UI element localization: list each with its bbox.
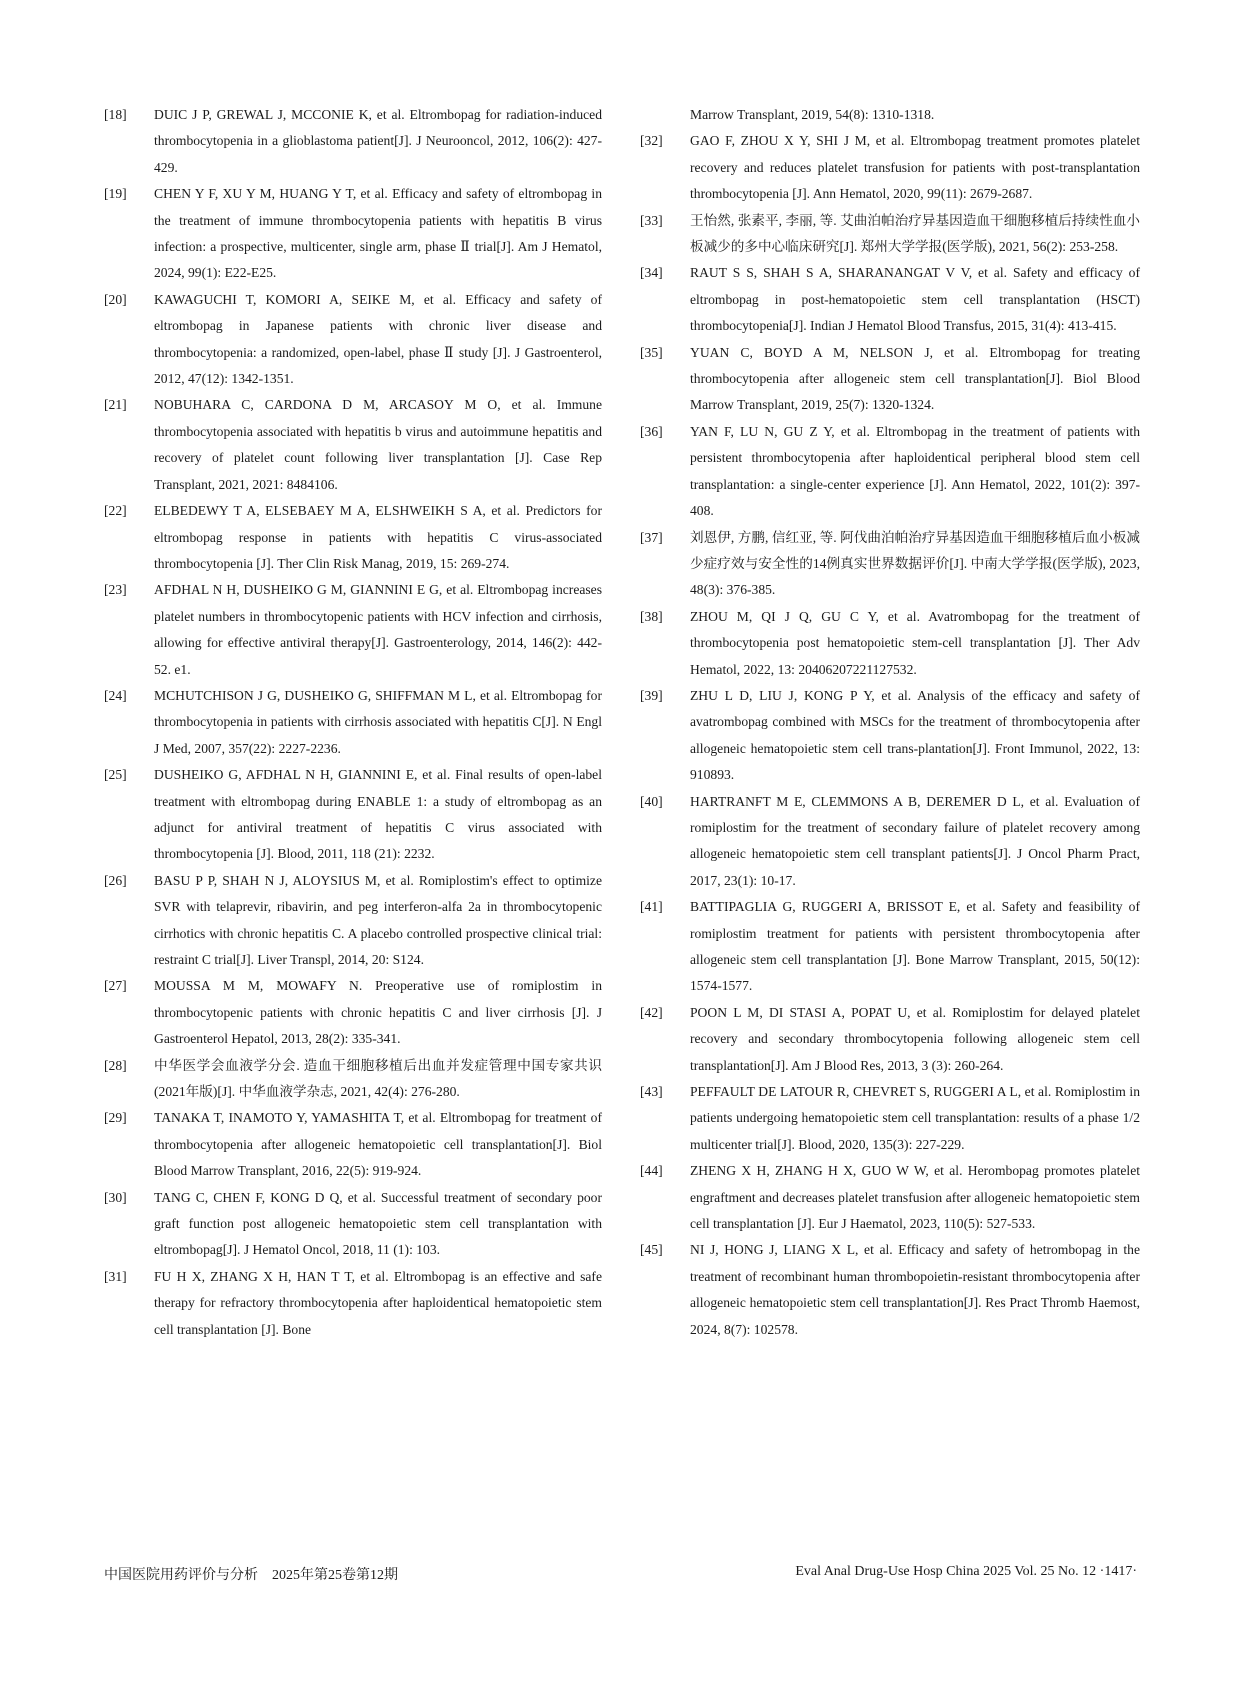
reference-item (104, 1185, 602, 1264)
reference-item (640, 1158, 1140, 1237)
reference-number: [39] (640, 687, 663, 703)
reference-text: TANG C, CHEN F, KONG D Q, et al. Successful treatment of secondary poor graft function post allogeneic hematopoietic stem cell transplantation with eltrombopag[J]. J Hematol Oncol, 2018, 11 (1): 103. (154, 1189, 602, 1258)
reference-item (640, 419, 1140, 525)
reference-text: ELBEDEWY T A, ELSEBAEY M A, ELSHWEIKH S A, et al. Predictors for eltrombopag response in patients with hepatitis C virus-associated thrombocytopenia [J]. Ther Clin Risk Manag, 2019, 15: 269-274. (154, 503, 602, 571)
reference-text: 刘恩伊, 方鹏, 信红亚, 等. 阿伐曲泊帕治疗异基因造血干细胞移植后血小板减少症疗效与安全性的14例真实世界数据评价[J]. 中南大学学报(医学版), 2023, 48(3): 376-385. (690, 529, 1140, 598)
reference-item (104, 762, 602, 868)
reference-number: [30] (104, 1189, 127, 1205)
reference-number: [22] (104, 503, 127, 519)
reference-number: [18] (104, 107, 127, 122)
reference-item (104, 1053, 602, 1106)
reference-text: 中华医学会血液学分会. 造血干细胞移植后出血并发症管理中国专家共识(2021年版)[J]. 中华血液学杂志, 2021, 42(4): 276-280. (154, 1057, 602, 1100)
reference-item (640, 128, 1140, 207)
reference-item (640, 604, 1140, 683)
references-right-column (640, 102, 1140, 1343)
reference-continuation: Marrow Transplant, 2019, 54(8): 1310-1318. (690, 107, 935, 122)
reference-item (104, 973, 602, 1052)
reference-text: HARTRANFT M E, CLEMMONS A B, DEREMER D L, et al. Evaluation of romiplostim for the treatment of secondary failure of platelet recovery among allogeneic hematopoietic stem cell transplant patients[J]. J Oncol Pharm Pract, 2017, 23(1): 10-17. (690, 793, 1140, 888)
reference-text: NOBUHARA C, CARDONA D M, ARCASOY M O, et al. Immune thrombocytopenia associated with hepatitis b virus and autoimmune hepatitis and recovery of platelet count following liver transplantation [J]. Case Rep Transplant, 2021, 2021: 8484106. (154, 397, 602, 492)
reference-item (104, 498, 602, 577)
reference-item (104, 1105, 602, 1184)
reference-item (640, 789, 1140, 895)
reference-number: [44] (640, 1163, 663, 1179)
journal-footer-english: Eval Anal Drug-Use Hosp China 2025 Vol. 25 No. 12 ·1417· (795, 1564, 1137, 1579)
reference-number: [43] (640, 1084, 663, 1100)
reference-text: RAUT S S, SHAH S A, SHARANANGAT V V, et al. Safety and efficacy of eltrombopag in post-hematopoietic stem cell transplantation (HSCT) thrombocytopenia[J]. Indian J Hematol Blood Transfus, 2015, 31(4): 413-415. (690, 265, 1140, 334)
reference-text: YUAN C, BOYD A M, NELSON J, et al. Eltrombopag for treating thrombocytopenia after allogeneic stem cell transplantation[J]. Biol Blood Marrow Transplant, 2019, 25(7): 1320-1324. (690, 344, 1140, 413)
reference-number: [41] (640, 899, 663, 915)
reference-item (104, 868, 602, 974)
reference-number: [36] (640, 423, 663, 439)
reference-item (640, 1237, 1140, 1343)
reference-text: 王怡然, 张素平, 李丽, 等. 艾曲泊帕治疗异基因造血干细胞移植后持续性血小板减少的多中心临床研究[J]. 郑州大学学报(医学版), 2021, 56(2): 253-258. (690, 212, 1140, 255)
reference-number: [29] (104, 1110, 127, 1126)
reference-text: CHEN Y F, XU Y M, HUANG Y T, et al. Efficacy and safety of eltrombopag in the treatment of immune thrombocytopenia patients with hepatitis B virus infection: a prospective, multicenter, single arm, phase Ⅱ trial[J]. Am J Hematol, 2024, 99(1): E22-E25. (154, 186, 602, 281)
reference-number: [28] (104, 1057, 127, 1073)
reference-text: MOUSSA M M, MOWAFY N. Preoperative use of romiplostim in thrombocytopenic patients with chronic hepatitis C and liver cirrhosis [J]. J Gastroenterol Hepatol, 2013, 28(2): 335-341. (154, 978, 602, 1047)
reference-text: PEFFAULT DE LATOUR R, CHEVRET S, RUGGERI A L, et al. Romiplostim in patients undergoing hematopoietic stem cell transplantation: results of a phase 1/2 multicenter trial[J]. Blood, 2020, 135(3): 227-229. (690, 1084, 1140, 1152)
reference-number: [45] (640, 1242, 663, 1258)
reference-item (640, 1000, 1140, 1079)
reference-text: ZHU L D, LIU J, KONG P Y, et al. Analysis of the efficacy and safety of avatrombopag combined with MSCs for the treatment of thrombocytopenia after allogeneic hematopoietic stem cell trans-plantation[J]. Front Immunol, 2022, 13: 910893. (690, 687, 1140, 783)
reference-number: [40] (640, 793, 663, 809)
reference-item (640, 683, 1140, 789)
reference-number: [38] (640, 608, 663, 624)
reference-text: POON L M, DI STASI A, POPAT U, et al. Romiplostim for delayed platelet recovery and secondary thrombocytopenia following allogeneic stem cell transplantation[J]. Am J Blood Res, 2013, 3 (3): 260-264. (690, 1004, 1140, 1073)
reference-number: [20] (104, 291, 127, 307)
reference-text: BATTIPAGLIA G, RUGGERI A, BRISSOT E, et al. Safety and feasibility of romiplostim treatment for patients with persistent thrombocytopenia after allogeneic stem cell transplantation [J]. Bone Marrow Transplant, 2015, 50(12): 1574-1577. (690, 899, 1140, 994)
reference-number: [19] (104, 186, 127, 202)
reference-number: [24] (104, 687, 127, 703)
reference-item (104, 1264, 602, 1343)
reference-number: [31] (104, 1268, 127, 1284)
reference-text: ZHOU M, QI J Q, GU C Y, et al. Avatrombopag for the treatment of thrombocytopenia post hematopoietic stem-cell transplantation [J]. Ther Adv Hematol, 2022, 13: 20406207221127532. (690, 608, 1140, 677)
reference-item (104, 392, 602, 498)
reference-text: ZHENG X H, ZHANG H X, GUO W W, et al. Herombopag promotes platelet engraftment and decreases platelet transfusion after allogeneic hematopoietic stem cell transplantation [J]. Eur J Haematol, 2023, 110(5): 527-533. (690, 1163, 1140, 1232)
reference-item (640, 525, 1140, 604)
reference-number: [26] (104, 872, 127, 888)
reference-item (640, 260, 1140, 339)
reference-number: [37] (640, 529, 663, 545)
reference-item (640, 1079, 1140, 1158)
reference-text: BASU P P, SHAH N J, ALOYSIUS M, et al. Romiplostim's effect to optimize SVR with telaprevir, ribavirin, and peg interferon-alfa 2a in thrombocytopenic cirrhotics with chronic hepatitis C. A placebo controlled prospective clinical trial: restraint C trial[J]. Liver Transpl, 2014, 20: S124. (154, 872, 602, 967)
reference-text: GAO F, ZHOU X Y, SHI J M, et al. Eltrombopag treatment promotes platelet recovery and reduces platelet transfusion for patients with post-transplantation thrombocytopenia [J]. Ann Hematol, 2020, 99(11): 2679-2687. (690, 133, 1140, 202)
reference-number: [34] (640, 265, 663, 281)
reference-number: [27] (104, 978, 127, 994)
reference-text: NI J, HONG J, LIANG X L, et al. Efficacy and safety of hetrombopag in the treatment of recombinant human thrombopoietin-resistant thrombocytopenia after allogeneic hematopoietic stem cell transplantation[J]. Res Pract Thromb Haemost, 2024, 8(7): 102578. (690, 1242, 1140, 1337)
reference-text: AFDHAL N H, DUSHEIKO G M, GIANNINI E G, et al. Eltrombopag increases platelet numbers in thrombocytopenic patients with HCV infection and cirrhosis, allowing for effective antiviral therapy[J]. Gastroenterology, 2014, 146(2): 442-52. e1. (154, 582, 602, 677)
reference-item (104, 683, 602, 762)
reference-number: [21] (104, 397, 127, 413)
reference-text: KAWAGUCHI T, KOMORI A, SEIKE M, et al. Efficacy and safety of eltrombopag in Japanese patients with chronic liver disease and thrombocytopenia: a randomized, open-label, phase Ⅱ study [J]. J Gastroenterol, 2012, 47(12): 1342-1351. (154, 291, 602, 387)
reference-number: [23] (104, 582, 127, 598)
reference-item (640, 208, 1140, 261)
reference-text: FU H X, ZHANG X H, HAN T T, et al. Eltrombopag is an effective and safe therapy for refractory thrombocytopenia after haploidentical hematopoietic stem cell transplantation [J]. Bone (154, 1268, 602, 1337)
journal-footer-chinese: 中国医院用药评价与分析 2025年第25卷第12期 (104, 1568, 398, 1583)
reference-text: YAN F, LU N, GU Z Y, et al. Eltrombopag in the treatment of patients with persistent thrombocytopenia after haploidentical peripheral blood stem cell transplantation: a single-center experience [J]. Ann Hematol, 2022, 101(2): 397-408. (690, 423, 1140, 519)
reference-item (104, 102, 602, 181)
reference-item (104, 577, 602, 683)
reference-text: MCHUTCHISON J G, DUSHEIKO G, SHIFFMAN M L, et al. Eltrombopag for thrombocytopenia in patients with cirrhosis associated with hepatitis C[J]. N Engl J Med, 2007, 357(22): 2227-2236. (154, 687, 602, 756)
reference-item (104, 287, 602, 393)
reference-number: [25] (104, 767, 127, 783)
reference-text: DUSHEIKO G, AFDHAL N H, GIANNINI E, et al. Final results of open-label treatment with eltrombopag during ENABLE 1: a study of eltrombopag as an adjunct for antiviral treatment of hepatitis C virus associated with thrombocytopenia [J]. Blood, 2011, 118 (21): 2232. (154, 767, 602, 862)
reference-item (640, 340, 1140, 419)
reference-item (640, 894, 1140, 1000)
reference-number: [32] (640, 133, 663, 149)
reference-text: TANAKA T, INAMOTO Y, YAMASHITA T, et al. Eltrombopag for treatment of thrombocytopenia after allogeneic hematopoietic cell transplantation[J]. Biol Blood Marrow Transplant, 2016, 22(5): 919-924. (154, 1110, 602, 1179)
reference-number: [42] (640, 1004, 663, 1020)
reference-number: [33] (640, 212, 663, 228)
reference-text: DUIC J P, GREWAL J, MCCONIE K, et al. Eltrombopag for radiation-induced thrombocytopenia in a glioblastoma patient[J]. J Neurooncol, 2012, 106(2): 427-429. (154, 107, 602, 175)
reference-item (104, 181, 602, 287)
references-left-column (104, 102, 602, 1343)
reference-number: [35] (640, 344, 663, 360)
